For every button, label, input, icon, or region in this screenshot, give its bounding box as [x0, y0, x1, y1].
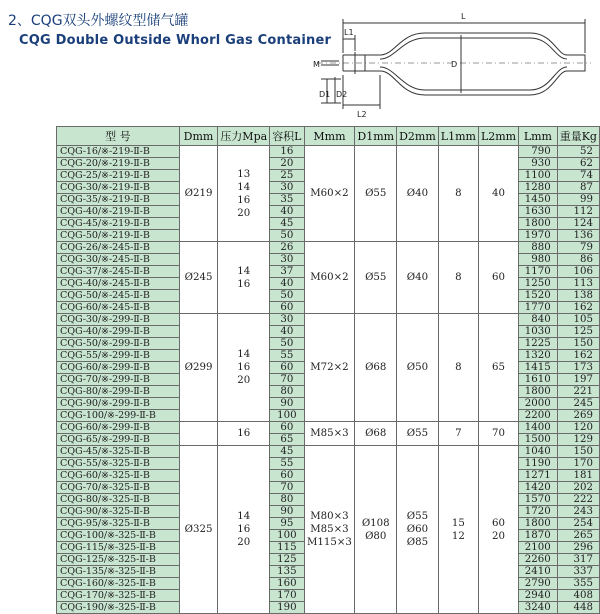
d2-cell — [397, 314, 439, 422]
pressure-cell-line: 20 — [237, 207, 251, 219]
weight-cell: 245 — [557, 398, 599, 410]
length-cell: 980 — [519, 254, 558, 266]
header-pressure: 压力Mpa — [218, 127, 270, 146]
weight-cell: 173 — [557, 362, 599, 374]
weight-cell: 138 — [557, 290, 599, 302]
length-cell: 1250 — [519, 278, 558, 290]
model-cell: CQG-55/※-299-Ⅱ-B — [57, 350, 180, 362]
volume-cell: 25 — [270, 170, 304, 182]
length-cell: 1040 — [519, 446, 558, 458]
model-cell: CQG-160/※-325-Ⅱ-B — [57, 578, 180, 590]
l1-cell — [438, 314, 478, 422]
volume-cell: 55 — [270, 350, 304, 362]
mmm-cell-line: M60×2 — [310, 188, 349, 199]
d1-cell-line: Ø55 — [365, 188, 387, 199]
header-l1: L1mm — [438, 127, 478, 146]
length-cell: 1450 — [519, 194, 558, 206]
dmm-cell: Ø299 — [179, 314, 218, 422]
dim-label-d2: D2 — [336, 90, 348, 99]
length-cell: 1030 — [519, 326, 558, 338]
d2-cell — [397, 146, 439, 242]
l1-cell — [438, 422, 478, 446]
volume-cell: 100 — [270, 530, 304, 542]
model-cell: CQG-115/※-325-Ⅱ-B — [57, 542, 180, 554]
weight-cell: 197 — [557, 374, 599, 386]
l1-cell-line: 8 — [455, 362, 462, 373]
length-cell: 1190 — [519, 458, 558, 470]
d2-cell-line: Ø60 — [406, 524, 429, 535]
mmm-cell-line: M80×3 — [310, 511, 349, 522]
mmm-cell-line: M60×2 — [310, 272, 349, 283]
d1-cell — [355, 422, 397, 446]
d2-cell-line: Ø40 — [406, 272, 429, 283]
l1-cell-line: 12 — [451, 530, 465, 542]
volume-cell: 26 — [270, 242, 304, 254]
weight-cell: 125 — [557, 326, 599, 338]
l1-cell — [438, 146, 478, 242]
weight-cell: 106 — [557, 266, 599, 278]
d2-cell-line: Ø40 — [406, 188, 429, 199]
weight-cell: 129 — [557, 434, 599, 446]
weight-cell: 254 — [557, 518, 599, 530]
model-cell: CQG-50/※-245-Ⅱ-B — [57, 290, 180, 302]
weight-cell: 265 — [557, 530, 599, 542]
weight-cell: 317 — [557, 554, 599, 566]
volume-cell: 190 — [270, 602, 304, 614]
weight-cell: 202 — [557, 482, 599, 494]
length-cell: 1225 — [519, 338, 558, 350]
d1-cell — [355, 242, 397, 314]
l2-cell-line: 65 — [492, 362, 505, 373]
header-model: 型 号 — [57, 127, 180, 146]
model-cell: CQG-30/※-219-Ⅱ-B — [57, 182, 180, 194]
volume-cell: 60 — [270, 422, 304, 434]
length-cell: 790 — [519, 146, 558, 158]
mmm-cell — [304, 422, 355, 446]
d2-cell — [397, 242, 439, 314]
length-cell: 1720 — [519, 506, 558, 518]
table-body — [57, 146, 600, 614]
weight-cell: 113 — [557, 278, 599, 290]
length-cell: 1800 — [519, 386, 558, 398]
model-cell: CQG-60/※-299-Ⅱ-B — [57, 422, 180, 434]
d2-cell — [397, 422, 439, 446]
d1-cell-line: Ø68 — [365, 428, 387, 439]
mmm-cell-line: M72×2 — [310, 362, 349, 373]
length-cell: 1100 — [519, 170, 558, 182]
weight-cell: 162 — [557, 350, 599, 362]
length-cell: 1280 — [519, 182, 558, 194]
volume-cell: 60 — [270, 362, 304, 374]
pressure-cell — [218, 446, 270, 614]
d1-cell-line: Ø55 — [365, 272, 387, 283]
header-d1: D1mm — [355, 127, 397, 146]
model-cell: CQG-100/※-325-Ⅱ-B — [57, 530, 180, 542]
weight-cell: 99 — [557, 194, 599, 206]
volume-cell: 135 — [270, 566, 304, 578]
weight-cell: 74 — [557, 170, 599, 182]
model-cell: CQG-26/※-245-Ⅱ-B — [57, 242, 180, 254]
model-cell: CQG-25/※-219-Ⅱ-B — [57, 170, 180, 182]
l1-cell-line: 8 — [455, 272, 462, 283]
header-mmm: Mmm — [304, 127, 355, 146]
volume-cell: 115 — [270, 542, 304, 554]
model-cell: CQG-16/※-219-Ⅱ-B — [57, 146, 180, 158]
l2-cell-line: 60 — [492, 517, 505, 529]
volume-cell: 55 — [270, 458, 304, 470]
weight-cell: 79 — [557, 242, 599, 254]
mmm-cell-line: M85×3 — [310, 428, 349, 439]
weight-cell: 124 — [557, 218, 599, 230]
volume-cell: 125 — [270, 554, 304, 566]
l1-cell-line: 7 — [455, 428, 462, 439]
length-cell: 880 — [519, 242, 558, 254]
model-cell: CQG-30/※-245-Ⅱ-B — [57, 254, 180, 266]
length-cell: 2200 — [519, 410, 558, 422]
length-cell: 1770 — [519, 302, 558, 314]
length-cell: 1630 — [519, 206, 558, 218]
length-cell: 1570 — [519, 494, 558, 506]
model-cell: CQG-60/※-325-Ⅱ-B — [57, 470, 180, 482]
d1-cell — [355, 146, 397, 242]
d2-cell-line: Ø50 — [406, 362, 429, 373]
model-cell: CQG-60/※-245-Ⅱ-B — [57, 302, 180, 314]
weight-cell: 355 — [557, 578, 599, 590]
length-cell: 1800 — [519, 218, 558, 230]
model-cell: CQG-55/※-325-Ⅱ-B — [57, 458, 180, 470]
table-row — [57, 422, 600, 434]
model-cell: CQG-190/※-325-Ⅱ-B — [57, 602, 180, 614]
weight-cell: 170 — [557, 458, 599, 470]
table-row — [57, 314, 600, 326]
spec-table — [56, 126, 600, 614]
table-row — [57, 146, 600, 158]
header-l2: L2mm — [478, 127, 518, 146]
l2-cell — [478, 242, 518, 314]
l2-cell-line: 70 — [492, 428, 505, 439]
volume-cell: 60 — [270, 470, 304, 482]
weight-cell: 181 — [557, 470, 599, 482]
volume-cell: 35 — [270, 194, 304, 206]
d1-cell-line: Ø68 — [365, 362, 387, 373]
length-cell: 1400 — [519, 422, 558, 434]
weight-cell: 296 — [557, 542, 599, 554]
model-cell: CQG-125/※-325-Ⅱ-B — [57, 554, 180, 566]
volume-cell: 160 — [270, 578, 304, 590]
mmm-cell-line: M85×3 — [310, 524, 349, 535]
length-cell: 2260 — [519, 554, 558, 566]
length-cell: 1320 — [519, 350, 558, 362]
weight-cell: 136 — [557, 230, 599, 242]
d1-cell-line: Ø80 — [365, 530, 387, 542]
model-cell: CQG-80/※-325-Ⅱ-B — [57, 494, 180, 506]
model-cell: CQG-65/※-299-Ⅱ-B — [57, 434, 180, 446]
model-cell: CQG-35/※-219-Ⅱ-B — [57, 194, 180, 206]
pressure-cell-line: 13 — [237, 168, 251, 180]
weight-cell: 162 — [557, 302, 599, 314]
mmm-cell — [304, 242, 355, 314]
length-cell: 1170 — [519, 266, 558, 278]
weight-cell: 86 — [557, 254, 599, 266]
dim-label-l2: L2 — [357, 110, 367, 119]
weight-cell: 337 — [557, 566, 599, 578]
l2-cell-line: 20 — [492, 530, 505, 542]
length-cell: 2000 — [519, 398, 558, 410]
volume-cell: 170 — [270, 590, 304, 602]
dmm-cell: Ø325 — [179, 446, 218, 614]
pressure-cell — [218, 314, 270, 422]
weight-cell: 222 — [557, 494, 599, 506]
l2-cell — [478, 314, 518, 422]
length-cell: 2100 — [519, 542, 558, 554]
d2-cell-line: Ø55 — [406, 428, 429, 439]
l1-cell — [438, 446, 478, 614]
dmm-cell: Ø219 — [179, 146, 218, 242]
length-cell: 1870 — [519, 530, 558, 542]
weight-cell: 221 — [557, 386, 599, 398]
volume-cell: 50 — [270, 230, 304, 242]
length-cell: 840 — [519, 314, 558, 326]
weight-cell: 52 — [557, 146, 599, 158]
volume-cell: 40 — [270, 206, 304, 218]
dim-label-d1: D1 — [319, 90, 331, 99]
length-cell: 930 — [519, 158, 558, 170]
model-cell: CQG-40/※-219-Ⅱ-B — [57, 206, 180, 218]
d1-cell — [355, 314, 397, 422]
volume-cell: 16 — [270, 146, 304, 158]
pressure-cell-line: 14 — [237, 265, 251, 277]
volume-cell: 70 — [270, 482, 304, 494]
l1-cell-line: 15 — [451, 517, 465, 529]
length-cell: 1970 — [519, 230, 558, 242]
volume-cell: 50 — [270, 290, 304, 302]
volume-cell: 40 — [270, 326, 304, 338]
length-cell: 1610 — [519, 374, 558, 386]
model-cell: CQG-90/※-299-Ⅱ-B — [57, 398, 180, 410]
page-title-english: CQG Double Outside Whorl Gas Container — [19, 33, 332, 48]
model-cell: CQG-90/※-325-Ⅱ-B — [57, 506, 180, 518]
pressure-cell-line: 16 — [237, 362, 251, 373]
model-cell: CQG-45/※-325-Ⅱ-B — [57, 446, 180, 458]
d2-cell-line: Ø85 — [406, 537, 429, 548]
l2-cell-line: 40 — [492, 188, 505, 199]
length-cell: 2790 — [519, 578, 558, 590]
container-drawing — [295, 5, 595, 123]
model-cell: CQG-20/※-219-Ⅱ-B — [57, 158, 180, 170]
model-cell: CQG-50/※-219-Ⅱ-B — [57, 230, 180, 242]
length-cell: 2940 — [519, 590, 558, 602]
pressure-cell-line: 14 — [237, 349, 251, 360]
model-cell: CQG-37/※-245-Ⅱ-B — [57, 266, 180, 278]
header-volume: 容积L — [270, 127, 304, 146]
pressure-cell-line: 16 — [237, 278, 251, 290]
d2-cell — [397, 446, 439, 614]
table-row — [57, 446, 600, 458]
length-cell: 2410 — [519, 566, 558, 578]
volume-cell: 100 — [270, 410, 304, 422]
spec-table-wrapper — [56, 126, 600, 614]
length-cell: 3240 — [519, 602, 558, 614]
volume-cell: 70 — [270, 374, 304, 386]
weight-cell: 112 — [557, 206, 599, 218]
model-cell: CQG-135/※-325-Ⅱ-B — [57, 566, 180, 578]
model-cell: CQG-60/※-299-Ⅱ-B — [57, 362, 180, 374]
model-cell: CQG-95/※-325-Ⅱ-B — [57, 518, 180, 530]
pressure-cell — [218, 146, 270, 242]
model-cell: CQG-70/※-325-Ⅱ-B — [57, 482, 180, 494]
pressure-cell — [218, 422, 270, 446]
mmm-cell — [304, 146, 355, 242]
l2-cell — [478, 422, 518, 446]
weight-cell: 62 — [557, 158, 599, 170]
pressure-cell-line: 20 — [237, 375, 251, 386]
l1-cell — [438, 242, 478, 314]
header-dmm: Dmm — [179, 127, 218, 146]
volume-cell: 60 — [270, 302, 304, 314]
dim-label-l: L — [461, 12, 466, 21]
pressure-cell-line: 14 — [237, 181, 251, 193]
weight-cell: 269 — [557, 410, 599, 422]
length-cell: 1271 — [519, 470, 558, 482]
model-cell: CQG-50/※-299-Ⅱ-B — [57, 338, 180, 350]
model-cell: CQG-45/※-219-Ⅱ-B — [57, 218, 180, 230]
length-cell: 1415 — [519, 362, 558, 374]
pressure-cell-line: 14 — [237, 511, 251, 522]
volume-cell: 45 — [270, 446, 304, 458]
header-lmm: Lmm — [519, 127, 558, 146]
table-header-row — [57, 127, 600, 146]
volume-cell: 30 — [270, 254, 304, 266]
volume-cell: 80 — [270, 494, 304, 506]
volume-cell: 90 — [270, 398, 304, 410]
weight-cell: 408 — [557, 590, 599, 602]
length-cell: 1420 — [519, 482, 558, 494]
model-cell: CQG-30/※-299-Ⅱ-B — [57, 314, 180, 326]
volume-cell: 30 — [270, 314, 304, 326]
dmm-cell: Ø245 — [179, 242, 218, 314]
volume-cell: 20 — [270, 158, 304, 170]
weight-cell: 105 — [557, 314, 599, 326]
model-cell: CQG-40/※-299-Ⅱ-B — [57, 326, 180, 338]
model-cell: CQG-40/※-245-Ⅱ-B — [57, 278, 180, 290]
volume-cell: 37 — [270, 266, 304, 278]
volume-cell: 45 — [270, 218, 304, 230]
pressure-cell-line: 20 — [237, 537, 251, 548]
weight-cell: 120 — [557, 422, 599, 434]
length-cell: 1500 — [519, 434, 558, 446]
header-d2: D2mm — [397, 127, 439, 146]
model-cell: CQG-70/※-299-Ⅱ-B — [57, 374, 180, 386]
dim-label-d: D — [451, 60, 458, 69]
model-cell: CQG-80/※-299-Ⅱ-B — [57, 386, 180, 398]
volume-cell: 65 — [270, 434, 304, 446]
header-weight: 重量Kg — [557, 127, 599, 146]
volume-cell: 40 — [270, 278, 304, 290]
model-cell: CQG-100/※-299-Ⅱ-B — [57, 410, 180, 422]
d2-cell-line: Ø55 — [406, 511, 429, 522]
mmm-cell-line: M115×3 — [306, 537, 352, 548]
model-cell: CQG-170/※-325-Ⅱ-B — [57, 590, 180, 602]
l1-cell-line: 8 — [455, 188, 462, 199]
weight-cell: 150 — [557, 338, 599, 350]
weight-cell: 448 — [557, 602, 599, 614]
volume-cell: 90 — [270, 506, 304, 518]
length-cell: 1520 — [519, 290, 558, 302]
d1-cell-line: Ø108 — [361, 517, 390, 529]
mmm-cell — [304, 314, 355, 422]
dim-label-m: M — [313, 60, 320, 69]
dmm-cell — [179, 422, 218, 446]
volume-cell: 30 — [270, 182, 304, 194]
mmm-cell — [304, 446, 355, 614]
volume-cell: 80 — [270, 386, 304, 398]
volume-cell: 50 — [270, 338, 304, 350]
weight-cell: 243 — [557, 506, 599, 518]
l2-cell-line: 60 — [492, 272, 505, 283]
pressure-cell-line: 16 — [237, 524, 251, 535]
pressure-cell-line: 16 — [237, 194, 251, 206]
d1-cell — [355, 446, 397, 614]
table-row — [57, 242, 600, 254]
weight-cell: 150 — [557, 446, 599, 458]
l2-cell — [478, 146, 518, 242]
page-title-chinese: 2、CQG双头外螺纹型储气罐 — [8, 13, 189, 29]
weight-cell: 87 — [557, 182, 599, 194]
l2-cell — [478, 446, 518, 614]
dim-label-l1: L1 — [344, 28, 354, 37]
pressure-cell-line: 16 — [237, 428, 251, 439]
volume-cell: 95 — [270, 518, 304, 530]
length-cell: 1800 — [519, 518, 558, 530]
pressure-cell — [218, 242, 270, 314]
